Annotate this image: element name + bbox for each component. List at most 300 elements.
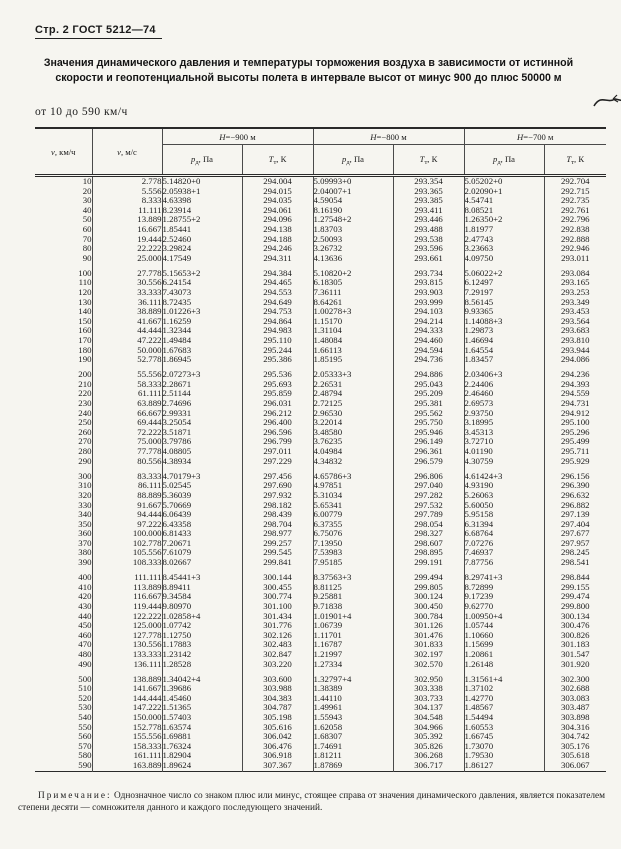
table-cell: 8.72435	[162, 298, 242, 308]
table-cell: 298.607	[393, 539, 464, 549]
table-cell: 1.64554	[464, 346, 544, 356]
table-cell: 295.929	[560, 456, 590, 466]
page-header: Стр. 2 ГОСТ 5212—74	[35, 24, 162, 39]
footnote	[18, 791, 605, 814]
table-cell: 298.054	[393, 520, 464, 530]
table-cell: 2.05938+1	[162, 187, 242, 197]
table-cell: 5.65341	[313, 501, 393, 511]
table-cell: 390	[35, 558, 92, 568]
table-cell: 7.53983	[313, 548, 393, 558]
table-cell: 1.31104	[313, 326, 393, 336]
table-cell: 130.556	[92, 640, 162, 650]
table-cell: 297.456	[242, 472, 313, 482]
table-cell: 97.222	[92, 520, 162, 530]
table-cell: 293.661	[393, 254, 464, 264]
table-cell: 294.061	[242, 206, 313, 216]
table-cell: 293.365	[393, 187, 464, 197]
table-row	[35, 501, 606, 511]
table-cell: 5.10820+2	[313, 269, 393, 279]
table-cell: 1.34042+4	[162, 675, 242, 685]
table-cell: 163.889	[92, 761, 162, 771]
table-body	[35, 176, 606, 772]
table-cell: 293.810	[560, 336, 590, 345]
table-cell: 460	[35, 631, 92, 641]
table-cell: 61.111	[92, 389, 162, 399]
table-cell: 470	[35, 640, 92, 650]
table-cell: 293.084	[560, 268, 590, 278]
table-cell: 294.004	[242, 176, 313, 187]
table-cell: 3.48580	[313, 428, 393, 438]
table-cell: 230	[35, 399, 92, 409]
table-cell: 480	[35, 650, 92, 660]
table-cell: 47.222	[92, 336, 162, 346]
table-cell: 295.859	[242, 389, 313, 399]
table-cell: 8.45441+3	[162, 573, 242, 583]
table-cell: 305.198	[242, 713, 313, 723]
table-cell: 8.08521	[464, 206, 544, 216]
table-cell: 296.799	[242, 437, 313, 447]
table-cell: 4.09750	[464, 254, 544, 264]
table-cell: 1.01901+4	[313, 612, 393, 622]
table-row	[35, 428, 606, 438]
table-cell: 8.29741+3	[464, 573, 544, 583]
table-cell: 306.918	[242, 751, 313, 761]
table-cell: 300.455	[242, 583, 313, 593]
table-cell: 299.545	[242, 548, 313, 558]
table-cell: 1.21997	[313, 650, 393, 660]
data-table	[35, 127, 606, 772]
table-cell: 294.753	[242, 307, 313, 317]
table-cell: 570	[35, 742, 92, 752]
table-cell: 1.86945	[162, 355, 242, 365]
table-cell: 294.736	[393, 355, 464, 365]
table-cell: 293.253	[560, 288, 590, 298]
table-cell: 293.165	[560, 278, 590, 288]
table-cell: 294.096	[242, 215, 313, 225]
table-cell: 1.83703	[313, 225, 393, 235]
table-cell: 20	[35, 187, 92, 197]
table-row	[35, 723, 606, 733]
table-cell: 294.086	[560, 355, 590, 365]
table-cell: 119.444	[92, 602, 162, 612]
table-cell: 294.035	[242, 196, 313, 206]
table-cell: 293.596	[393, 244, 464, 254]
table-cell: 7.46937	[464, 548, 544, 558]
table-cell: 44.444	[92, 326, 162, 336]
table-cell: 297.532	[393, 501, 464, 511]
table-cell: 297.677	[560, 529, 590, 539]
footnote-text: Однозначное число со знаком плюс или минус, стоящее справа от значения динамического давления, является показателем степени десяти — сомножителя данного и каждого последующего значений.	[18, 791, 605, 813]
table-cell: 295.946	[393, 428, 464, 438]
table-cell: 305.176	[560, 741, 590, 751]
table-row	[35, 529, 606, 539]
table-cell: 2.26531	[313, 380, 393, 390]
table-cell: 6.75076	[313, 529, 393, 539]
table-cell: 8.64261	[313, 298, 393, 308]
table-cell: 5.60050	[464, 501, 544, 511]
table-cell: 72.222	[92, 428, 162, 438]
table-cell: 296.579	[393, 457, 464, 467]
table-row	[35, 196, 606, 206]
table-cell: 1.23142	[162, 650, 242, 660]
table-cell: 2.51144	[162, 389, 242, 399]
table-cell: 6.37355	[313, 520, 393, 530]
table-cell: 306.717	[393, 761, 464, 771]
table-cell: 305.826	[393, 742, 464, 752]
table-cell: 150.000	[92, 713, 162, 723]
footnote-label: Примечание:	[38, 791, 112, 801]
group-header-row	[35, 128, 606, 145]
table-cell: 91.667	[92, 501, 162, 511]
table-cell: 350	[35, 520, 92, 530]
table-cell: 303.220	[242, 660, 313, 670]
table-cell: 293.683	[560, 326, 590, 336]
col-header-pressure-900: $p_д$, Па	[162, 145, 242, 176]
table-cell: 304.787	[242, 703, 313, 713]
table-cell: 10	[35, 176, 92, 187]
table-cell: 294.333	[393, 326, 464, 336]
table-cell: 294.214	[393, 317, 464, 327]
table-cell: 280	[35, 447, 92, 457]
table-cell: 38.889	[92, 307, 162, 317]
table-row	[35, 631, 606, 641]
group-header-h-900: H=−900 м	[162, 128, 313, 145]
table-cell: 1.26148	[464, 660, 544, 670]
table-cell: 3.22014	[313, 418, 393, 428]
table-row	[35, 370, 606, 380]
table-cell: 70	[35, 235, 92, 245]
table-cell: 22.222	[92, 244, 162, 254]
table-cell: 1.38389	[313, 684, 393, 694]
table-cell: 299.191	[393, 558, 464, 568]
table-cell: 2.74696	[162, 399, 242, 409]
table-row	[35, 684, 606, 694]
table-cell: 86.111	[92, 481, 162, 491]
table-cell: 1.45460	[162, 694, 242, 704]
table-row	[35, 389, 606, 399]
table-cell: 63.889	[92, 399, 162, 409]
table-cell: 294.460	[393, 336, 464, 346]
table-row	[35, 675, 606, 685]
table-cell: 293.411	[393, 206, 464, 216]
table-cell: 1.27548+2	[313, 215, 393, 225]
table-cell: 301.434	[242, 612, 313, 622]
table-cell: 307.367	[242, 761, 313, 771]
table-cell: 590	[35, 761, 92, 771]
table-cell: 1.10660	[464, 631, 544, 641]
table-cell: 7.61079	[162, 548, 242, 558]
table-cell: 2.72125	[313, 399, 393, 409]
table-cell: 293.815	[393, 278, 464, 288]
table-cell: 302.847	[242, 650, 313, 660]
table-cell: 250	[35, 418, 92, 428]
table-cell: 8.72899	[464, 583, 544, 593]
table-cell: 210	[35, 380, 92, 390]
table-cell: 58.333	[92, 380, 162, 390]
table-cell: 5.02545	[162, 481, 242, 491]
table-head	[35, 128, 606, 176]
table-cell: 7.36111	[313, 288, 393, 298]
table-cell: 296.031	[242, 399, 313, 409]
table-cell: 5.70669	[162, 501, 242, 511]
table-row	[35, 457, 606, 467]
table-cell: 33.333	[92, 288, 162, 298]
table-cell: 27.778	[92, 269, 162, 279]
table-cell: 294.311	[242, 254, 313, 264]
table-cell: 304.548	[393, 713, 464, 723]
table-cell: 1.01226+3	[162, 307, 242, 317]
table-row	[35, 510, 606, 520]
table-cell: 1.87869	[313, 761, 393, 771]
table-cell: 6.68764	[464, 529, 544, 539]
table-row	[35, 742, 606, 752]
table-cell: 2.05333+3	[313, 370, 393, 380]
table-row	[35, 751, 606, 761]
table-cell: 100	[35, 269, 92, 279]
table-cell: 55.556	[92, 370, 162, 380]
table-cell: 293.354	[393, 176, 464, 187]
table-cell: 292.761	[560, 205, 590, 215]
table-cell: 293.385	[393, 196, 464, 206]
table-cell: 299.805	[393, 583, 464, 593]
table-cell: 6.43358	[162, 520, 242, 530]
table-cell: 2.52460	[162, 235, 242, 245]
table-row	[35, 650, 606, 660]
table-cell: 66.667	[92, 409, 162, 419]
table-row	[35, 481, 606, 491]
table-cell: 300.144	[242, 573, 313, 583]
table-cell: 4.63398	[162, 196, 242, 206]
table-cell: 293.734	[393, 269, 464, 279]
table-cell: 500	[35, 675, 92, 685]
table-cell: 60	[35, 225, 92, 235]
table-cell: 302.126	[242, 631, 313, 641]
table-cell: 294.236	[560, 370, 590, 380]
table-cell: 296.400	[242, 418, 313, 428]
table-cell: 292.796	[560, 215, 590, 225]
table-row	[35, 761, 606, 771]
table-cell: 1.05744	[464, 621, 544, 631]
table-row	[35, 583, 606, 593]
table-cell: 8.333	[92, 196, 162, 206]
table-cell: 1.49484	[162, 336, 242, 346]
table-cell: 296.596	[242, 428, 313, 438]
table-cell: 1.79530	[464, 751, 544, 761]
table-cell: 94.444	[92, 510, 162, 520]
table-row	[35, 380, 606, 390]
table-row	[35, 269, 606, 279]
table-cell: 1.14088+3	[464, 317, 544, 327]
table-cell: 4.13636	[313, 254, 393, 264]
table-cell: 5.15653+2	[162, 269, 242, 279]
table-cell: 5.556	[92, 187, 162, 197]
table-cell: 304.742	[560, 732, 590, 742]
table-row	[35, 336, 606, 346]
table-cell: 1.32344	[162, 326, 242, 336]
table-row	[35, 437, 606, 447]
table-cell: 294.138	[242, 225, 313, 235]
table-cell: 296.361	[393, 447, 464, 457]
table-cell: 9.71838	[313, 602, 393, 612]
table-cell: 510	[35, 684, 92, 694]
table-cell: 295.386	[242, 355, 313, 365]
table-cell: 7.29197	[464, 288, 544, 298]
table-cell: 1.32797+4	[313, 675, 393, 685]
table-cell: 580	[35, 751, 92, 761]
table-cell: 300.826	[560, 630, 590, 640]
table-cell: 9.34584	[162, 592, 242, 602]
table-cell: 5.06022+2	[464, 269, 544, 279]
table-cell: 293.488	[393, 225, 464, 235]
table-cell: 297.040	[393, 481, 464, 491]
table-cell: 7.95185	[313, 558, 393, 568]
table-cell: 301.547	[560, 649, 590, 659]
table-cell: 1.16259	[162, 317, 242, 327]
table-cell: 100.000	[92, 529, 162, 539]
table-cell: 170	[35, 336, 92, 346]
table-cell: 2.46460	[464, 389, 544, 399]
table-cell: 240	[35, 409, 92, 419]
table-cell: 297.789	[393, 510, 464, 520]
table-row	[35, 215, 606, 225]
table-cell: 294.864	[242, 317, 313, 327]
table-cell: 290	[35, 457, 92, 467]
table-cell: 2.47743	[464, 235, 544, 245]
table-cell: 360	[35, 529, 92, 539]
table-row	[35, 694, 606, 704]
table-row	[35, 244, 606, 254]
table-cell: 320	[35, 491, 92, 501]
table-row	[35, 307, 606, 317]
group-header-h-800: H=−800 м	[313, 128, 464, 145]
table-cell: 301.126	[393, 621, 464, 631]
table-cell: 8.23914	[162, 206, 242, 216]
table-cell: 36.111	[92, 298, 162, 308]
table-row	[35, 660, 606, 670]
table-cell: 292.946	[560, 244, 590, 254]
table-cell: 1.26350+2	[464, 215, 544, 225]
table-cell: 52.778	[92, 355, 162, 365]
table-cell: 50.000	[92, 346, 162, 356]
table-cell: 304.383	[242, 694, 313, 704]
table-cell: 301.833	[393, 640, 464, 650]
table-row	[35, 491, 606, 501]
table-cell: 295.711	[561, 447, 590, 457]
table-cell: 1.49961	[313, 703, 393, 713]
table-cell: 300	[35, 472, 92, 482]
table-cell: 306.268	[393, 751, 464, 761]
table-cell: 295.750	[393, 418, 464, 428]
table-cell: 8.02667	[162, 558, 242, 568]
table-cell: 270	[35, 437, 92, 447]
table-cell: 160	[35, 326, 92, 336]
table-cell: 4.08805	[162, 447, 242, 457]
group-header-h-700: H=−700 м	[464, 128, 606, 145]
table-cell: 292.838	[560, 224, 590, 234]
table-cell: 1.60553	[464, 723, 544, 733]
table-cell: 296.212	[242, 409, 313, 419]
table-cell: 1.76324	[162, 742, 242, 752]
table-row	[35, 409, 606, 419]
table-cell: 295.536	[242, 370, 313, 380]
table-row	[35, 472, 606, 482]
table-cell: 296.632	[560, 490, 590, 500]
table-cell: 4.59054	[313, 196, 393, 206]
table-cell: 2.50093	[313, 235, 393, 245]
table-cell: 296.390	[560, 481, 590, 491]
table-cell: 3.72710	[464, 437, 544, 447]
table-cell: 3.25054	[162, 418, 242, 428]
table-cell: 302.688	[560, 684, 590, 694]
table-cell: 293.453	[560, 307, 590, 317]
table-cell: 69.444	[92, 418, 162, 428]
table-cell: 294.246	[242, 244, 313, 254]
table-cell: 2.24406	[464, 380, 544, 390]
table-cell: 80.556	[92, 457, 162, 467]
table-cell: 293.944	[560, 345, 590, 355]
table-cell: 294.393	[560, 379, 590, 389]
table-cell: 7.07276	[464, 539, 544, 549]
table-cell: 1.44110	[313, 694, 393, 704]
table-row	[35, 326, 606, 336]
table-cell: 1.46694	[464, 336, 544, 346]
table-cell: 298.977	[242, 529, 313, 539]
table-cell: 4.97851	[313, 481, 393, 491]
table-cell: 30	[35, 196, 92, 206]
table-cell: 116.667	[92, 592, 162, 602]
table-cell: 303.988	[242, 684, 313, 694]
table-cell: 144.444	[92, 694, 162, 704]
table-cell: 141.667	[92, 684, 162, 694]
table-cell: 303.338	[393, 684, 464, 694]
table-cell: 292.888	[560, 234, 590, 244]
col-header-temperature-800: $T_т$, К	[393, 145, 464, 176]
table-cell: 298.844	[560, 573, 590, 583]
table-cell: 108.333	[92, 558, 162, 568]
table-cell: 1.89624	[162, 761, 242, 771]
table-cell: 200	[35, 370, 92, 380]
table-cell: 490	[35, 660, 92, 670]
table-cell: 303.733	[393, 694, 464, 704]
table-cell: 1.07742	[162, 621, 242, 631]
table-cell: 298.541	[560, 558, 590, 568]
table-cell: 292.735	[560, 196, 590, 206]
table-cell: 50	[35, 215, 92, 225]
table-cell: 8.89411	[162, 583, 242, 593]
table-cell: 1.67683	[162, 346, 242, 356]
table-cell: 1.55943	[313, 713, 393, 723]
table-cell: 297.282	[393, 491, 464, 501]
table-cell: 6.06439	[162, 510, 242, 520]
table-cell: 440	[35, 612, 92, 622]
col-header-speed-kmh: v, км/ч	[35, 128, 92, 176]
table-cell: 297.404	[560, 519, 590, 529]
table-row	[35, 317, 606, 327]
table-cell: 138.889	[92, 675, 162, 685]
table-row	[35, 254, 606, 264]
table-cell: 7.20671	[162, 539, 242, 549]
table-cell: 1.06739	[313, 621, 393, 631]
table-row	[35, 418, 606, 428]
table-row	[35, 612, 606, 622]
table-cell: 7.43073	[162, 288, 242, 298]
table-cell: 294.559	[560, 389, 590, 399]
table-cell: 293.349	[560, 297, 590, 307]
table-cell: 294.731	[560, 399, 590, 409]
table-cell: 304.966	[393, 723, 464, 733]
table-cell: 25.000	[92, 254, 162, 264]
table-cell: 380	[35, 548, 92, 558]
